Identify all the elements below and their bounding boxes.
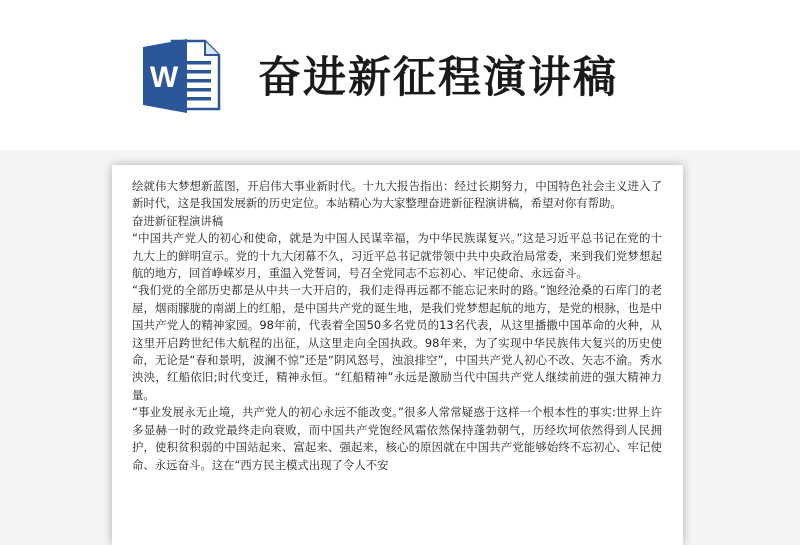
body-paragraph: “事业发展永无止境，共产党人的初心永远不能改变。”很多人常常疑惑于这样一个根本性的事实:世界上许多显赫一时的政党最终走向衰败，而中国共产党饱经风霜依然保持蓬勃朝气，历经坎坷依然得到人民拥护，使积贫积弱的中国站起来、富起来、强起来，核心的原因就在中国共产党能够始终不忘初心、牢记使命、永远奋斗。这在“西方民主模式出现了令人不安 [132, 405, 662, 472]
document-body [132, 178, 662, 474]
body-paragraph: “中国共产党人的初心和使命，就是为中国人民谋幸福，为中华民族谋复兴。”这是习近平总书记在党的十九大上的鲜明宣示。党的十九大闭幕不久，习近平总书记就带领中共中央政治局常委，来到我们党梦想起航的地方，回首峥嵘岁月，重温入党誓词，号召全党同志不忘初心、牢记使命、永远奋斗。 [132, 231, 662, 281]
word-document-icon [141, 35, 223, 115]
document-title: 奋进新征程演讲稿 [258, 53, 618, 103]
word-icon-letter: W [149, 61, 179, 94]
body-paragraph: “我们党的全部历史都是从中共一大开启的，我们走得再远都不能忘记来时的路。”饱经沧桑的石库门的老屋，烟雨朦胧的南湖上的红船，是中国共产党的诞生地，是我们党梦想起航的地方，是党的根脉，也是中国共产党人的精神家园。98年前，代表着全国50多名党员的13名代表，从这里播撒中国革命的火种，从这里开启跨世纪伟大航程的出征，从这里走向全国执政。98年来，为了实现中华民族伟大复兴的历史使命，无论是“春和景明，波澜不惊”还是“阴风怒号，浊浪排空”，中国共产党人初心不改、矢志不渝。秀水泱泱，红船依旧;时代变迁，精神永恒。“红船精神”永远是激励当代中国共产党人继续前进的强大精神力量。 [132, 283, 662, 402]
section-heading: 奋进新征程演讲稿 [132, 213, 224, 228]
document-page [112, 165, 683, 545]
banner-header [0, 0, 800, 150]
intro-paragraph: 绘就伟大梦想新蓝图，开启伟大事业新时代。十九大报告指出：经过长期努力，中国特色社会主义进入了新时代，这是我国发展新的历史定位。本站精心为大家整理奋进新征程演讲稿，希望对你有帮助。 [132, 179, 662, 211]
